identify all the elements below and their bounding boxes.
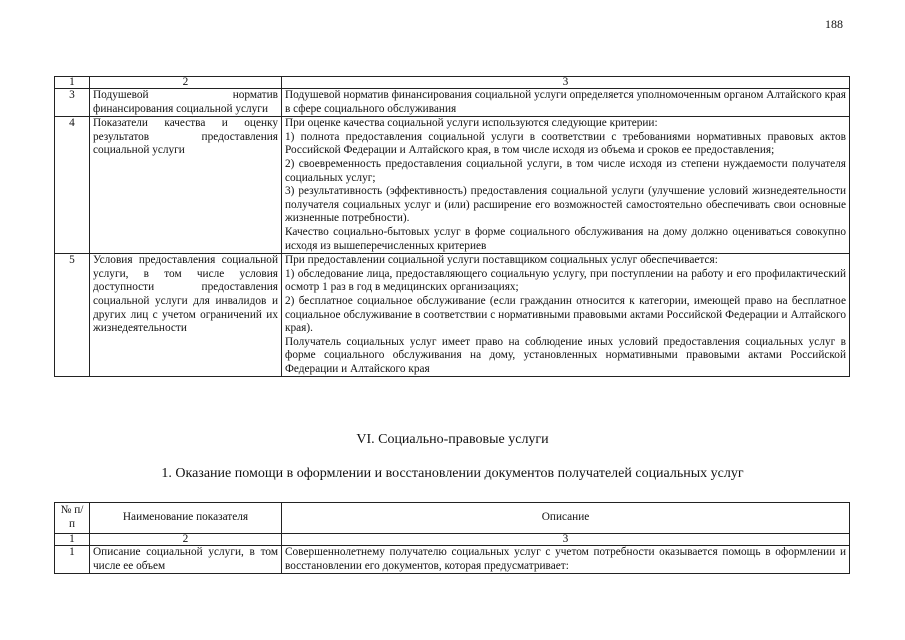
column-number-cell: 1 (55, 534, 90, 546)
description-paragraph: Совершеннолетнему получателю социальных услуг с учетом потребности оказывается помощь в оформлении и восстановлении его документов, которая предусматривает: (285, 546, 846, 572)
description-paragraph: Качество социально-бытовых услуг в форме социального обслуживания на дому должно оцениваться совокупно исходя из вышеперечисленных критериев (285, 225, 846, 252)
table-row (55, 254, 850, 377)
subsection-title: 1. Оказание помощи в оформлении и восстановлении документов получателей социальных услуг (161, 466, 744, 481)
description-paragraph: 2) своевременность предоставления социальной услуги, в том числе исходя из степени нуждаемости получателя социальных услуг; (285, 157, 846, 184)
header-cell-description: Описание (282, 503, 850, 534)
indicator-name: Описание социальной услуги, в том числе ее объем (90, 546, 282, 574)
indicator-description (282, 89, 850, 117)
description-paragraph: Подушевой норматив финансирования социальной услуги определяется уполномоченным органом Алтайского края в сфере социального обслуживания (285, 89, 846, 115)
table-row (55, 546, 850, 574)
row-number: 1 (55, 546, 90, 574)
legal-services-table (54, 502, 850, 574)
description-paragraph: 1) обследование лица, предоставляющего социальную услугу, при поступлении на работу и его профилактический осмотр 1 раз в год в медицинских организациях; (285, 267, 846, 294)
description-paragraph: 2) бесплатное социальное обслуживание (если гражданин относится к категории, имеющей право на бесплатное социальное обслуживание в соответствии с нормативными правовыми актами Российской Федерации и Алтайского края). (285, 294, 846, 335)
description-paragraph: 3) результативность (эффективность) предоставления социальной услуги (улучшение условий жизнедеятельности получателя социальных услуг и (или) расширение его возможностей самостоятельно обеспечивать свои основные жизненные потребности). (285, 185, 846, 225)
description-paragraph: 1) полнота предоставления социальной услуги в соответствии с требованиями нормативных правовых актов Российской Федерации и Алтайского края, в том числе исходя из объема и сроков ее предоставления; (285, 130, 846, 157)
description-paragraph: Получатель социальных услуг имеет право на соблюдение иных условий предоставления социальных услуг в форме социального обслуживания на дому, установленных нормативными правовыми актами Российской Федерации и Алтайского края (285, 335, 846, 375)
table-row (55, 117, 850, 254)
page-number: 188 (825, 17, 843, 31)
column-number-cell: 2 (90, 534, 282, 546)
column-number-row (55, 77, 850, 89)
column-number-row (55, 534, 850, 546)
row-number: 5 (55, 254, 90, 377)
row-number: 4 (55, 117, 90, 254)
row-number: 3 (55, 89, 90, 117)
description-paragraph: При предоставлении социальной услуги поставщиком социальных услуг обеспечивается: (285, 254, 718, 267)
indicator-name: Подушевой норматив финансирования социальной услуги (90, 89, 282, 117)
indicator-name: Показатели качества и оценку результатов предоставления социальной услуги (90, 117, 282, 254)
table-header-row (55, 503, 850, 534)
column-number-cell: 1 (55, 77, 90, 89)
section-title: VI. Социально-правовые услуги (356, 432, 549, 447)
indicator-description (282, 254, 850, 377)
column-number-cell: 2 (90, 77, 282, 89)
column-number-cell: 3 (282, 534, 850, 546)
header-cell-name: Наименование показателя (90, 503, 282, 534)
service-standards-table (54, 76, 850, 377)
column-number-cell: 3 (282, 77, 850, 89)
table-row (55, 89, 850, 117)
indicator-description (282, 546, 850, 574)
indicator-description (282, 117, 850, 254)
description-paragraph: При оценке качества социальной услуги используются следующие критерии: (285, 117, 658, 130)
indicator-name: Условия предоставления социальной услуги, в том числе условия доступности предоставления социальной услуги для инвалидов и других лиц с учетом ограничений их жизнедеятельности (90, 254, 282, 377)
header-cell-number: № п/п (55, 503, 90, 534)
